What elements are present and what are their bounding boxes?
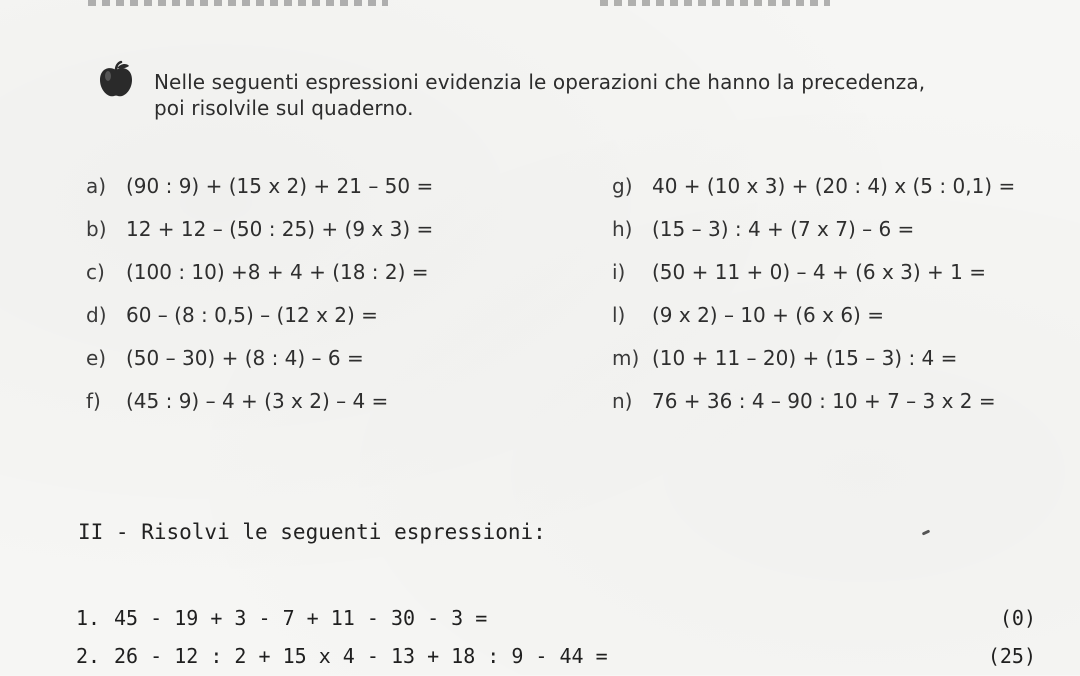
- exercise-expression: 76 + 36 : 4 – 90 : 10 + 7 – 3 x 2 =: [652, 389, 996, 413]
- apple-icon: [96, 60, 136, 100]
- exercise-expression: (50 + 11 + 0) – 4 + (6 x 3) + 1 =: [652, 260, 987, 284]
- exercise-expression: (100 : 10) +8 + 4 + (18 : 2) =: [126, 260, 429, 284]
- exercise-item: [86, 383, 576, 426]
- exercise-column-right: [612, 168, 1072, 426]
- exercise-expression: (50 – 30) + (8 : 4) – 6 =: [126, 346, 364, 370]
- exercise-letter: a): [86, 174, 107, 198]
- exercise-expression: 40 + (10 x 3) + (20 : 4) x (5 : 0,1) =: [652, 174, 1016, 198]
- cut-off-text-top-left: [88, 0, 388, 6]
- problem-expression: 45 - 19 + 3 - 7 + 11 - 30 - 3 =: [114, 606, 488, 630]
- problem-row: [76, 638, 1044, 676]
- exercise-expression: (90 : 9) + (15 x 2) + 21 – 50 =: [126, 174, 434, 198]
- exercise-letter: c): [86, 260, 105, 284]
- exercise-expression: (15 – 3) : 4 + (7 x 7) – 6 =: [652, 217, 915, 241]
- problem-number: 2.: [76, 644, 101, 668]
- exercise-letter: b): [86, 217, 107, 241]
- exercise-expression: 12 + 12 – (50 : 25) + (9 x 3) =: [126, 217, 434, 241]
- exercise-letter: h): [612, 217, 633, 241]
- problem-answer: (25): [987, 644, 1036, 668]
- exercise-item: [86, 254, 576, 297]
- exercise-expression: (45 : 9) – 4 + (3 x 2) – 4 =: [126, 389, 389, 413]
- exercise-letter: n): [612, 389, 633, 413]
- exercise-item: [86, 340, 576, 383]
- exercise-expression: (10 + 11 – 20) + (15 – 3) : 4 =: [652, 346, 958, 370]
- exercise-item: [612, 254, 1072, 297]
- exercise-item: [612, 297, 1072, 340]
- section-heading: II - Risolvi le seguenti espressioni:: [78, 520, 546, 544]
- exercise-item: [612, 168, 1072, 211]
- exercise-letter: e): [86, 346, 107, 370]
- problem-list: [76, 600, 1044, 676]
- exercise-column-left: [86, 168, 576, 426]
- instruction-line-1: Nelle seguenti espressioni evidenzia le operazioni che hanno la precedenza,: [154, 70, 926, 94]
- exercise-letter: g): [612, 174, 633, 198]
- exercise-item: [612, 383, 1072, 426]
- exercise-letter: i): [612, 260, 626, 284]
- instruction-text: [154, 69, 1024, 121]
- cut-off-text-top-right: [600, 0, 830, 6]
- instruction-line-2: poi risolvile sul quaderno.: [154, 96, 414, 120]
- exercise-letter: l): [612, 303, 626, 327]
- stray-pen-mark: [922, 529, 931, 535]
- problem-expression: 26 - 12 : 2 + 15 x 4 - 13 + 18 : 9 - 44 =: [114, 644, 608, 668]
- exercise-letter: d): [86, 303, 107, 327]
- instruction-block: [96, 60, 1026, 130]
- exercise-item: [612, 340, 1072, 383]
- problem-number: 1.: [76, 606, 101, 630]
- exercise-expression: (9 x 2) – 10 + (6 x 6) =: [652, 303, 884, 327]
- exercise-letter: m): [612, 346, 640, 370]
- problem-answer: (0): [999, 606, 1036, 630]
- exercise-expression: 60 – (8 : 0,5) – (12 x 2) =: [126, 303, 378, 327]
- problem-row: [76, 600, 1044, 638]
- exercise-letter: f): [86, 389, 101, 413]
- exercise-item: [612, 211, 1072, 254]
- exercise-item: [86, 168, 576, 211]
- exercise-item: [86, 297, 576, 340]
- exercise-item: [86, 211, 576, 254]
